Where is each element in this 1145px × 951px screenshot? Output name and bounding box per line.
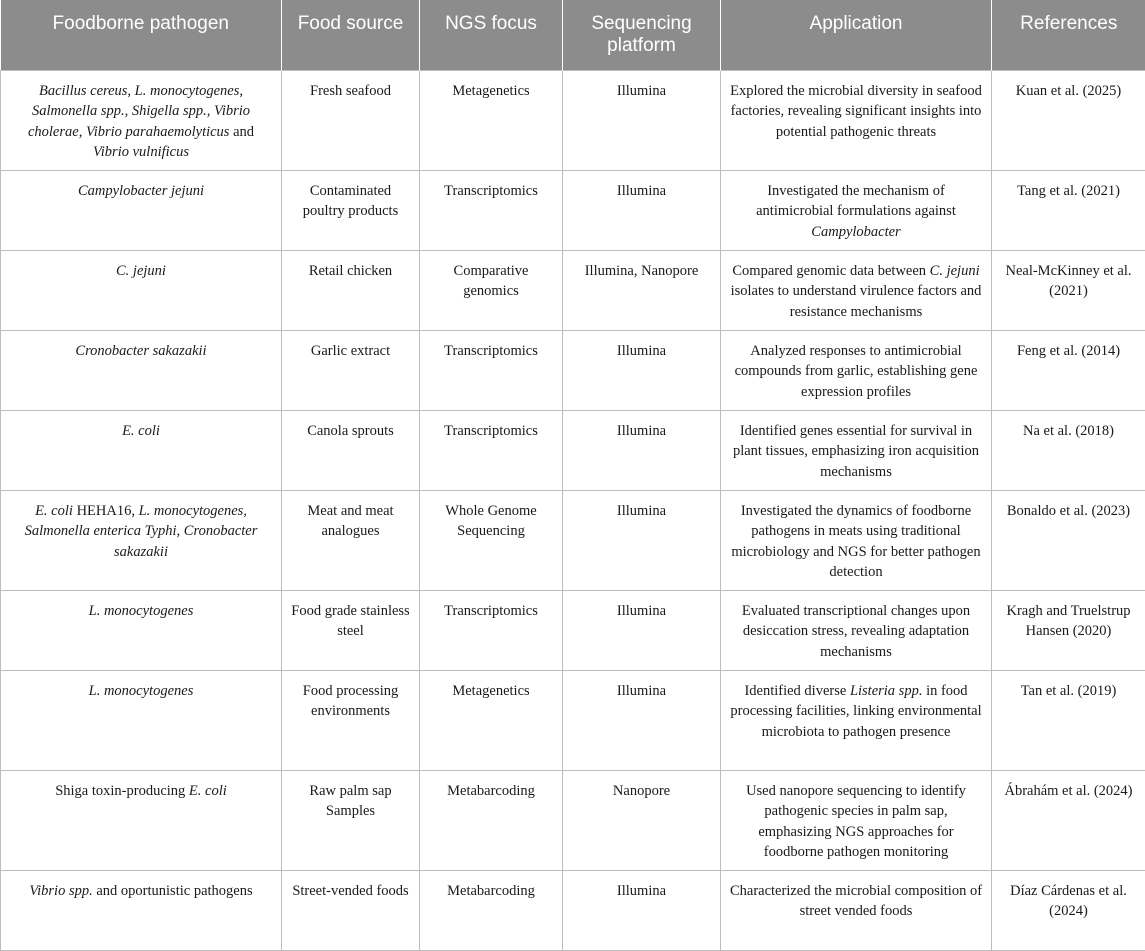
cell-reference: Tang et al. (2021) xyxy=(992,170,1145,250)
table-row xyxy=(1,490,1145,590)
cell-application-segment: Evaluated transcriptional changes upon desiccation stress, revealing adaptation mechanisms xyxy=(742,603,970,660)
cell-pathogen-segment: and oportunistic pathogens xyxy=(93,883,253,899)
cell-ngs-focus: Transcriptomics xyxy=(420,330,563,410)
cell-application-segment: Listeria spp. xyxy=(850,683,923,699)
cell-ngs-focus: Metagenetics xyxy=(420,70,563,170)
cell-food-source: Canola sprouts xyxy=(282,410,420,490)
table-row xyxy=(1,250,1145,330)
cell-food-source: Garlic extract xyxy=(282,330,420,410)
cell-ngs-focus: Transcriptomics xyxy=(420,590,563,670)
cell-food-source: Fresh seafood xyxy=(282,70,420,170)
cell-food-source: Contaminated poultry products xyxy=(282,170,420,250)
cell-application xyxy=(721,770,992,870)
table-row xyxy=(1,770,1145,870)
cell-platform: Illumina xyxy=(563,670,721,770)
header-row xyxy=(1,0,1145,70)
cell-application-segment: Campylobacter xyxy=(811,224,900,240)
cell-food-source: Retail chicken xyxy=(282,250,420,330)
cell-reference: Neal-McKinney et al. (2021) xyxy=(992,250,1145,330)
cell-pathogen-segment: L. monocytogenes xyxy=(89,603,194,619)
cell-application-segment: Used nanopore sequencing to identify pathogenic species in palm sap, emphasizing NGS approaches for foodborne pathogen monitoring xyxy=(746,783,966,861)
cell-ngs-focus: Whole Genome Sequencing xyxy=(420,490,563,590)
header-ngs-focus: NGS focus xyxy=(420,0,563,70)
cell-food-source: Street-vended foods xyxy=(282,870,420,950)
cell-pathogen-segment: E. coli xyxy=(189,783,227,799)
cell-reference: Kuan et al. (2025) xyxy=(992,70,1145,170)
cell-pathogen xyxy=(1,870,282,950)
cell-application xyxy=(721,70,992,170)
cell-pathogen-segment: Vibrio spp. xyxy=(29,883,92,899)
cell-pathogen xyxy=(1,70,282,170)
cell-pathogen-segment: Shiga toxin-producing xyxy=(55,783,189,799)
cell-reference: Bonaldo et al. (2023) xyxy=(992,490,1145,590)
cell-application xyxy=(721,490,992,590)
cell-pathogen-segment: Bacillus cereus, L. monocytogenes, Salmonella spp., Shigella spp., Vibrio cholerae, Vibrio parahaemolyticus xyxy=(28,83,250,140)
table-row xyxy=(1,330,1145,410)
cell-food-source: Food grade stainless steel xyxy=(282,590,420,670)
table-row xyxy=(1,170,1145,250)
cell-application xyxy=(721,670,992,770)
cell-reference: Na et al. (2018) xyxy=(992,410,1145,490)
cell-reference: Díaz Cárdenas et al. (2024) xyxy=(992,870,1145,950)
header-application: Application xyxy=(721,0,992,70)
cell-platform: Illumina xyxy=(563,330,721,410)
cell-pathogen xyxy=(1,670,282,770)
cell-application-segment: Characterized the microbial composition of street vended foods xyxy=(730,883,982,920)
cell-pathogen xyxy=(1,410,282,490)
cell-platform: Illumina xyxy=(563,170,721,250)
cell-application-segment: isolates to understand virulence factors and resistance mechanisms xyxy=(731,283,982,320)
cell-application xyxy=(721,250,992,330)
header-foodborne-pathogen: Foodborne pathogen xyxy=(1,0,282,70)
cell-pathogen-segment: E. coli xyxy=(35,503,73,519)
cell-ngs-focus: Transcriptomics xyxy=(420,410,563,490)
cell-application-segment: Identified genes essential for survival in plant tissues, emphasizing iron acquisition mechanisms xyxy=(733,423,979,480)
cell-pathogen xyxy=(1,770,282,870)
cell-application-segment: Compared genomic data between xyxy=(732,263,929,279)
cell-platform: Illumina xyxy=(563,870,721,950)
cell-pathogen-segment: and xyxy=(229,124,254,140)
cell-ngs-focus: Transcriptomics xyxy=(420,170,563,250)
cell-food-source: Food processing environments xyxy=(282,670,420,770)
cell-application xyxy=(721,170,992,250)
cell-application-segment: Analyzed responses to antimicrobial compounds from garlic, establishing gene expression profiles xyxy=(735,343,978,400)
table-row xyxy=(1,70,1145,170)
cell-pathogen xyxy=(1,590,282,670)
cell-application-segment: Explored the microbial diversity in seafood factories, revealing significant insights into potential pathogenic threats xyxy=(730,83,982,140)
cell-pathogen-segment: L. monocytogenes, Salmonella enterica Typhi, Cronobacter sakazakii xyxy=(25,503,258,560)
cell-pathogen-segment: Cronobacter sakazakii xyxy=(75,343,206,359)
table-row xyxy=(1,410,1145,490)
cell-ngs-focus: Metabarcoding xyxy=(420,870,563,950)
header-references: References xyxy=(992,0,1145,70)
cell-platform: Illumina xyxy=(563,410,721,490)
cell-application xyxy=(721,590,992,670)
cell-platform: Illumina xyxy=(563,590,721,670)
table-row xyxy=(1,670,1145,770)
cell-pathogen-segment: Vibrio vulnificus xyxy=(93,144,189,160)
cell-ngs-focus: Metabarcoding xyxy=(420,770,563,870)
cell-food-source: Raw palm sap Samples xyxy=(282,770,420,870)
cell-food-source: Meat and meat analogues xyxy=(282,490,420,590)
cell-reference: Kragh and Truelstrup Hansen (2020) xyxy=(992,590,1145,670)
cell-application-segment: Investigated the dynamics of foodborne pathogens in meats using traditional microbiology and NGS for better pathogen detection xyxy=(731,503,980,581)
cell-application-segment: C. jejuni xyxy=(930,263,980,279)
cell-reference: Feng et al. (2014) xyxy=(992,330,1145,410)
cell-pathogen-segment: L. monocytogenes xyxy=(89,683,194,699)
cell-application xyxy=(721,410,992,490)
cell-ngs-focus: Metagenetics xyxy=(420,670,563,770)
header-food-source: Food source xyxy=(282,0,420,70)
cell-pathogen-segment: HEHA16, xyxy=(73,503,139,519)
table-row xyxy=(1,590,1145,670)
cell-platform: Nanopore xyxy=(563,770,721,870)
cell-pathogen-segment: Campylobacter jejuni xyxy=(78,183,204,199)
cell-pathogen xyxy=(1,330,282,410)
table-body xyxy=(1,70,1145,950)
cell-application xyxy=(721,870,992,950)
cell-reference: Ábrahám et al. (2024) xyxy=(992,770,1145,870)
header-sequencing-platform: Sequencing platform xyxy=(563,0,721,70)
cell-application-segment: in food processing facilities, linking environmental microbiota to pathogen presence xyxy=(730,683,981,740)
cell-pathogen-segment: E. coli xyxy=(122,423,160,439)
cell-pathogen xyxy=(1,170,282,250)
table-row xyxy=(1,870,1145,950)
cell-platform: Illumina xyxy=(563,70,721,170)
cell-pathogen-segment: C. jejuni xyxy=(116,263,166,279)
cell-application xyxy=(721,330,992,410)
cell-platform: Illumina xyxy=(563,490,721,590)
cell-reference: Tan et al. (2019) xyxy=(992,670,1145,770)
cell-pathogen xyxy=(1,490,282,590)
cell-application-segment: Investigated the mechanism of antimicrobial formulations against xyxy=(756,183,956,220)
cell-platform: Illumina, Nanopore xyxy=(563,250,721,330)
cell-ngs-focus: Comparative genomics xyxy=(420,250,563,330)
cell-pathogen xyxy=(1,250,282,330)
cell-application-segment: Identified diverse xyxy=(744,683,850,699)
